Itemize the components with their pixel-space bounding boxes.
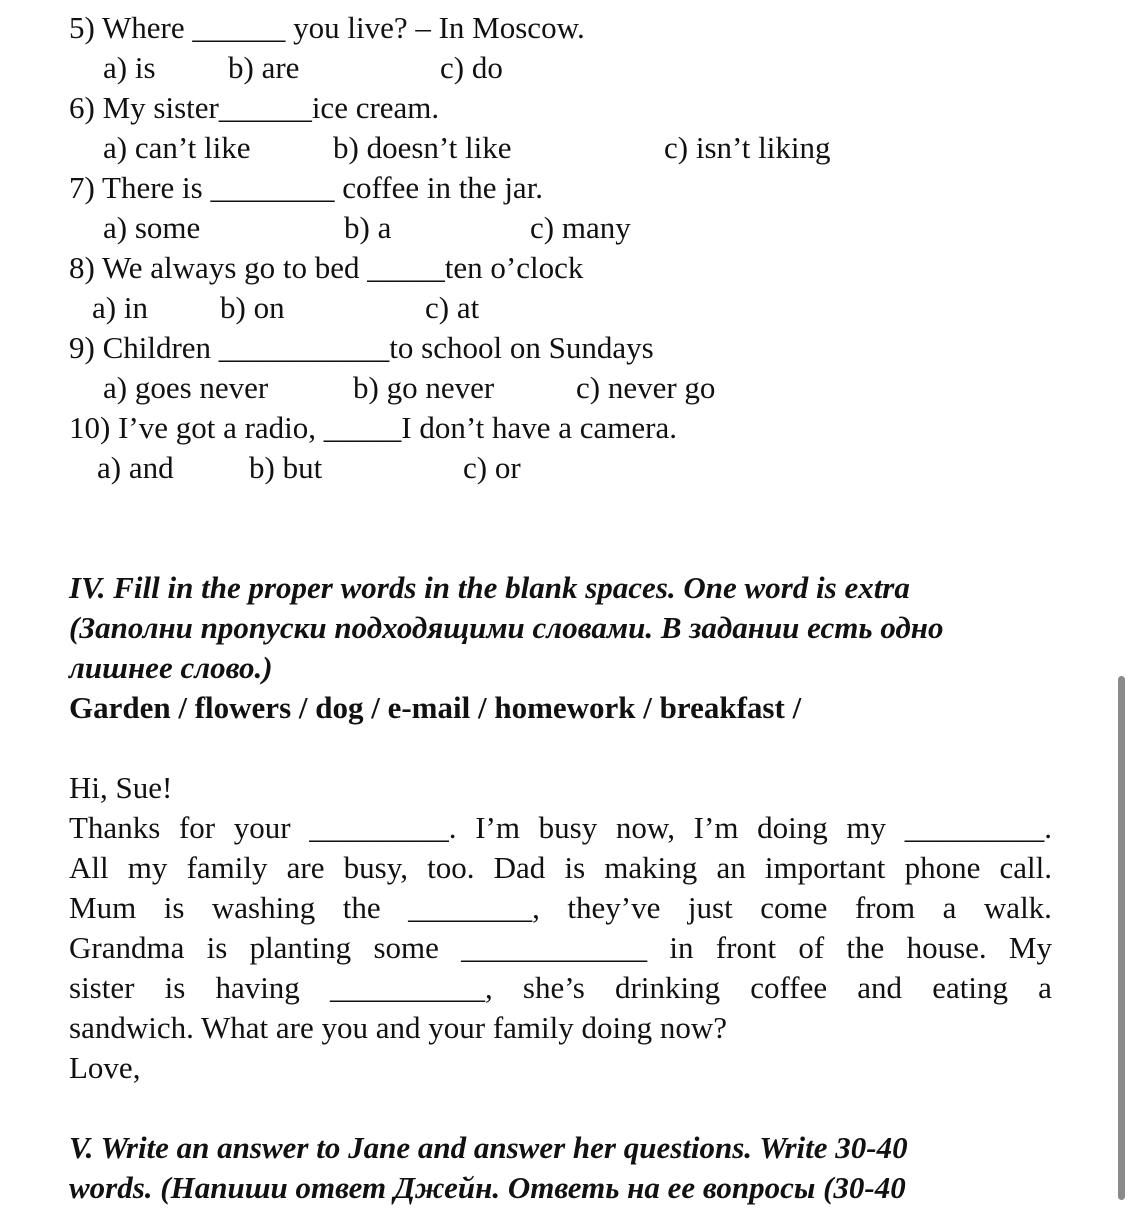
letter-word: is [163,890,185,925]
letter-word: they’ve [567,890,661,925]
question-10-option-c: c) or [463,450,521,485]
question-5-option-a: a) is [103,50,156,85]
task4-heading-line1 [69,568,1052,608]
letter-word: call. [999,850,1052,885]
question-10-stem: 10) I’ve got a radio, _____I don’t have a camera. [69,410,677,445]
task4-heading-line3: лишнее слово.) [69,650,273,685]
letter-word: drinking [615,970,721,1005]
task5-heading-line2: words. (Напиши ответ Джейн. Ответь на ее вопросы (30-40 [69,1170,906,1205]
letter-word: washing [211,890,316,925]
letter-word: some [373,930,439,965]
letter-line-6: sandwich. What are you and your family doing now? [69,1010,728,1045]
letter-line-1 [69,808,1052,848]
letter-word: walk. [983,890,1052,925]
letter-word: doing [757,810,828,845]
letter-word: your [233,810,291,845]
question-9-option-c: c) never go [576,370,716,405]
question-5-option-c: c) do [440,50,503,85]
task5-heading-line1: V. Write an answer to Jane and answer her questions. Write 30-40 [69,1130,908,1165]
letter-word: coffee [750,970,828,1005]
letter-word: My [1008,930,1052,965]
letter-word: for [178,810,216,845]
letter-line-2 [69,848,1052,888]
question-6-stem: 6) My sister______ice cream. [69,90,440,125]
letter-word: is [164,970,186,1005]
letter-word: __________, [329,970,493,1005]
letter-word: ________, [408,890,540,925]
question-8-stem: 8) We always go to bed _____ten o’clock [69,250,584,285]
question-6-option-c: c) isn’t liking [664,130,831,165]
letter-word: she’s [522,970,585,1005]
letter-word: of [798,930,825,965]
letter-word: my [846,810,887,845]
task4-heading-line2 [69,608,1052,648]
letter-word: Dad [493,850,546,885]
letter-word: come [760,890,828,925]
question-6-option-a: a) can’t like [103,130,251,165]
question-8-option-b: b) on [220,290,285,325]
question-8-option-c: c) at [425,290,480,325]
letter-word: busy, [343,850,408,885]
task4-heading-text2: (Заполни пропуски подходящими словами. В задании есть одно [69,610,944,645]
letter-word: the [846,930,885,965]
letter-word: house. [906,930,987,965]
letter-word: I’m [693,810,739,845]
letter-word: in [669,930,694,965]
question-6-option-b: b) doesn’t like [333,130,512,165]
letter-word: important [764,850,886,885]
letter-word: ____________ [461,930,648,965]
letter-word: phone [904,850,981,885]
letter-word: the [342,890,381,925]
letter-word: _________. [309,810,457,845]
question-10-option-b: b) but [249,450,323,485]
question-7-option-a: a) some [103,210,201,245]
letter-word: is [564,850,586,885]
question-5-stem: 5) Where ______ you live? – In Moscow. [69,10,585,45]
question-7-option-c: c) many [530,210,631,245]
letter-word: are [286,850,325,885]
letter-word: All [69,850,109,885]
question-5-option-b: b) are [228,50,300,85]
letter-line-4 [69,928,1052,968]
letter-word: having [215,970,300,1005]
letter-word: Thanks [69,810,161,845]
letter-word: just [687,890,733,925]
letter-word: _________. [904,810,1052,845]
question-7-stem: 7) There is ________ coffee in the jar. [69,170,544,205]
question-10-option-a: a) and [97,450,174,485]
letter-word: planting [249,930,352,965]
letter-word: Mum [69,890,137,925]
letter-word: family [186,850,268,885]
letter-word: from [854,890,916,925]
letter-word: and [857,970,903,1005]
letter-word: a [1038,970,1052,1005]
word-bank: Garden / flowers / dog / e-mail / homework / breakfast / [69,690,802,725]
letter-word: busy [538,810,598,845]
question-9-stem: 9) Children ___________to school on Sundays [69,330,654,365]
letter-line-5 [69,968,1052,1008]
letter-word: a [942,890,957,925]
question-7-option-b: b) a [344,210,392,245]
letter-word: now, [615,810,675,845]
question-8-option-a: a) in [92,290,148,325]
letter-word: I’m [475,810,520,845]
letter-word: sister [69,970,135,1005]
vertical-scrollbar[interactable] [1118,676,1125,1200]
letter-word: an [716,850,746,885]
letter-line-3 [69,888,1052,928]
letter-word: making [604,850,698,885]
question-9-option-b: b) go never [353,370,495,405]
letter-word: front [715,930,777,965]
task4-heading-text1: IV. Fill in the proper words in the blank spaces. One word is extra [69,570,910,605]
question-9-option-a: a) goes never [103,370,269,405]
letter-word: my [127,850,168,885]
letter-word: too. [427,850,475,885]
letter-word: eating [932,970,1008,1005]
letter-word: Grandma [69,930,185,965]
letter-closing: Love, [69,1050,141,1085]
letter-greeting: Hi, Sue! [69,770,173,805]
letter-word: is [206,930,228,965]
